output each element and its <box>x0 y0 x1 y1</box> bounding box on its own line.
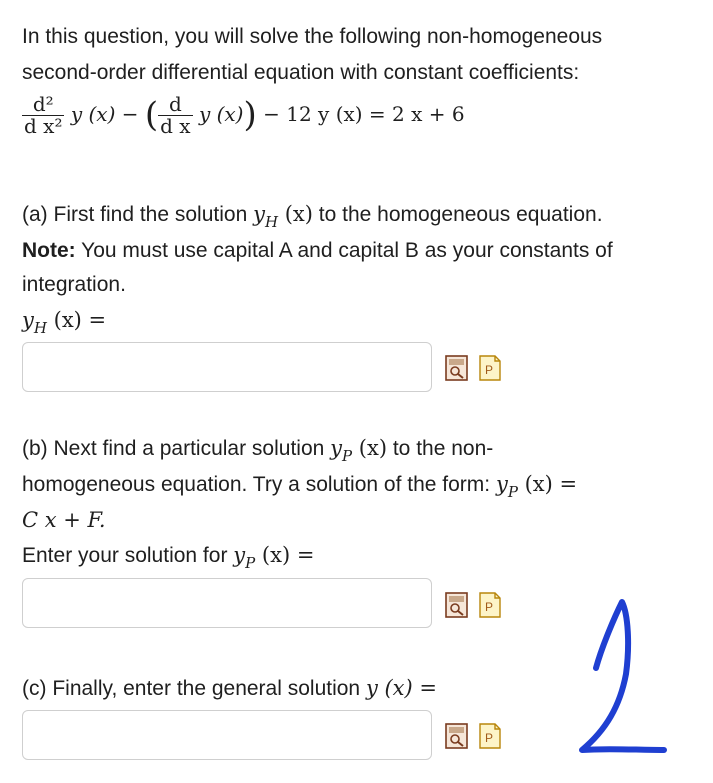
trial-form: C x + F. <box>22 508 106 532</box>
left-paren: ( <box>144 95 159 136</box>
part-a-text: (a) First find the solution <box>22 203 254 226</box>
math-expression: y (x) = <box>365 676 437 700</box>
fraction-denominator: d x <box>160 114 191 138</box>
function-term: y (x) <box>198 102 244 126</box>
part-a-prompt <box>22 308 107 337</box>
fraction-numerator: d² <box>22 94 64 116</box>
math-arg: (x) = <box>46 308 107 332</box>
math-arg: (x) <box>352 436 388 460</box>
part-c-prompt <box>22 676 437 701</box>
intro-line-1: In this question, you will solve the following non-homogeneous <box>22 25 603 48</box>
formula-help-icon[interactable] <box>478 355 502 381</box>
note-text: You must use capital A and capital B as your constants of <box>75 239 613 262</box>
fraction-numerator: d <box>158 94 192 116</box>
math-var: y <box>233 543 246 567</box>
fraction-denominator: d x² <box>24 114 63 138</box>
part-a-text: to the homogeneous equation. <box>312 203 603 226</box>
intro-line-2: second-order differential equation with constant coefficients: <box>22 61 580 84</box>
math-subscript: H <box>33 319 47 337</box>
math-arg: (x) <box>278 202 313 226</box>
math-var: y <box>330 436 343 460</box>
formula-help-icon[interactable] <box>478 592 502 618</box>
formula-help-icon[interactable] <box>478 723 502 749</box>
part-b-instruction-2 <box>22 472 578 501</box>
function-term: y (x) <box>70 102 116 126</box>
svg-text:P: P <box>485 731 494 745</box>
part-b-instruction <box>22 436 494 465</box>
equation-rest: − 12 y (x) = 2 x + 6 <box>263 102 465 126</box>
part-a-instruction <box>22 202 603 231</box>
preview-icon[interactable] <box>445 723 469 749</box>
math-var: y <box>22 308 34 332</box>
answer-input-b[interactable] <box>22 578 432 628</box>
part-b-prompt <box>22 543 315 572</box>
math-subscript: P <box>342 447 353 465</box>
part-b-text: (b) Next find a particular solution <box>22 437 331 460</box>
part-b-text: homogeneous equation. Try a solution of the form: <box>22 473 496 496</box>
handwritten-number-annotation <box>560 590 670 760</box>
second-derivative-fraction <box>22 94 64 137</box>
note-line <box>22 238 613 263</box>
svg-text:P: P <box>485 363 494 377</box>
right-paren: ) <box>243 95 257 136</box>
answer-input-c[interactable] <box>22 710 432 760</box>
math-subscript: H <box>264 213 279 231</box>
preview-icon[interactable] <box>445 592 469 618</box>
math-arg: (x) = <box>517 472 578 496</box>
note-line-2: integration. <box>22 273 126 296</box>
first-derivative-fraction <box>158 94 192 137</box>
part-b-text: to the non- <box>387 437 494 460</box>
preview-icon[interactable] <box>445 355 469 381</box>
svg-text:P: P <box>485 600 494 614</box>
part-b-text: Enter your solution for <box>22 544 234 567</box>
math-subscript: P <box>507 483 518 501</box>
minus-sign: − <box>121 102 139 126</box>
math-subscript: P <box>245 554 256 572</box>
math-var: y <box>495 472 508 496</box>
math-var: y <box>253 202 265 226</box>
differential-equation <box>22 94 465 137</box>
note-label: Note: <box>22 239 76 262</box>
part-c-text: (c) Finally, enter the general solution <box>22 677 366 700</box>
answer-input-a[interactable] <box>22 342 432 392</box>
math-arg: (x) = <box>255 543 315 567</box>
